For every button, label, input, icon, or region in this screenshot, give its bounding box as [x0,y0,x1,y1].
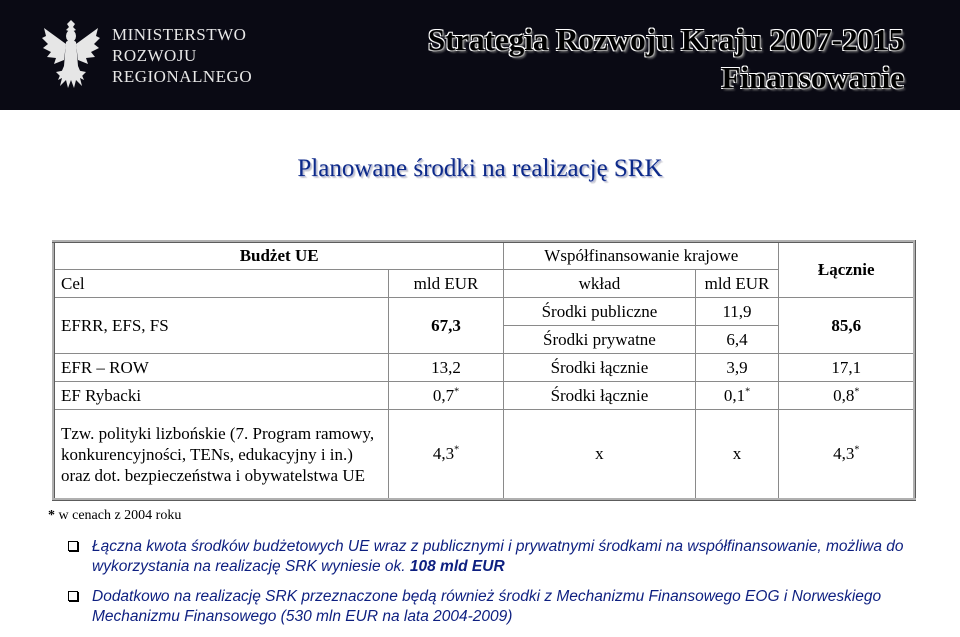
square-bullet-icon [68,541,78,551]
footnote-mark: * [745,385,751,397]
value-lacznie-lizbona: 4,3 [833,444,855,463]
cell-wklad-efr: Środki łącznie [504,354,695,382]
cell-kwota-lizbona: x [695,410,779,500]
bullet-total-text: Łączna kwota środków budżetowych UE wraz z publicznymi i prywatnymi środkami na współfinansowanie, możliwa do wykorzystania na realizację SRK wyniesie ok. [92,538,904,575]
header-mld-eur-1: mld EUR [388,270,504,298]
table-row-rybacki [54,382,915,410]
cell-lacznie-efrr: 85,6 [779,298,915,354]
bullet-item-total [68,537,928,577]
cell-lacznie-lizbona [779,410,915,500]
cell-cel-efr: EFR – ROW [54,354,389,382]
footnote-mark: * [854,385,860,397]
cell-budzet-rybacki [388,382,504,410]
value-budzet-rybacki: 0,7 [432,385,455,405]
header-wspolfinansowanie: Współfinansowanie krajowe [504,242,779,270]
ministry-line-2: ROZWOJU [112,46,197,65]
footnote-mark: * [454,385,460,397]
cell-budzet-efr: 13,2 [388,354,504,382]
table-row-efr [54,354,915,382]
footnote-text: w cenach z 2004 roku [55,508,182,523]
cell-lacznie-efr: 17,1 [779,354,915,382]
cell-kwota-rybacki [695,382,779,410]
header-wklad: wkład [504,270,695,298]
header-cel: Cel [54,270,389,298]
value-kwota-rybacki: 0,1 [723,385,746,405]
cell-kwota-prywatne: 6,4 [695,326,779,354]
footnote-star: * [48,508,55,523]
eagle-emblem-icon [40,14,102,96]
cell-cel-efrr: EFRR, EFS, FS [54,298,389,354]
header-lacznie: Łącznie [779,242,915,298]
cell-kwota-efr: 3,9 [695,354,779,382]
ministry-logo-text [112,24,252,87]
square-bullet-icon [68,591,78,601]
cell-wklad-publiczne: Środki publiczne [504,298,695,326]
table-row-lizbona [54,410,915,500]
funding-table [52,240,916,501]
header-title-line1: Strategia Rozwoju Kraju 2007-2015 [427,22,904,57]
bullet-item-eog [68,587,928,627]
header-title-line2: Finansowanie [721,60,904,95]
cell-cel-rybacki: EF Rybacki [54,382,389,410]
cell-kwota-publiczne: 11,9 [695,298,779,326]
bullet-eog-text: Dodatkowo na realizację SRK przeznaczone będą również środki z Mechanizmu Finansowego EOG i Norweskiego Mechanizmu Finansowego (530 mln EUR na lata 2004-2009) [92,588,882,625]
footnote-mark: * [854,444,860,456]
header-banner [0,0,960,110]
cell-budzet-efrr: 67,3 [388,298,504,354]
value-budzet-lizbona: 4,3 [432,444,455,463]
header-title [428,22,904,98]
cell-wklad-rybacki: Środki łącznie [504,382,695,410]
footnote-mark: * [454,444,460,456]
bullet-total-amount: 108 mld EUR [409,558,505,575]
ministry-line-3: REGIONALNEGO [112,67,253,86]
cell-wklad-lizbona: x [504,410,695,500]
bullet-list [68,537,928,637]
footnote [48,508,181,524]
value-lacznie-rybacki: 0,8 [833,385,855,405]
cell-lacznie-rybacki [779,382,915,410]
header-budzet-ue: Budżet UE [54,242,504,270]
ministry-line-1: MINISTERSTWO [112,25,247,44]
header-mld-eur-2: mld EUR [695,270,779,298]
page-title: Planowane środki na realizację SRK [297,155,663,182]
cell-budzet-lizbona [388,410,504,500]
cell-wklad-prywatne: Środki prywatne [504,326,695,354]
table-row-efrr [54,298,915,326]
cell-cel-lizbona: Tzw. polityki lizbońskie (7. Program ramowy, konkurencyjności, TENs, edukacyjny i in.) oraz dot. bezpieczeństwa i obywatelstwa UE [54,410,389,500]
table-group-header-row [54,242,915,270]
